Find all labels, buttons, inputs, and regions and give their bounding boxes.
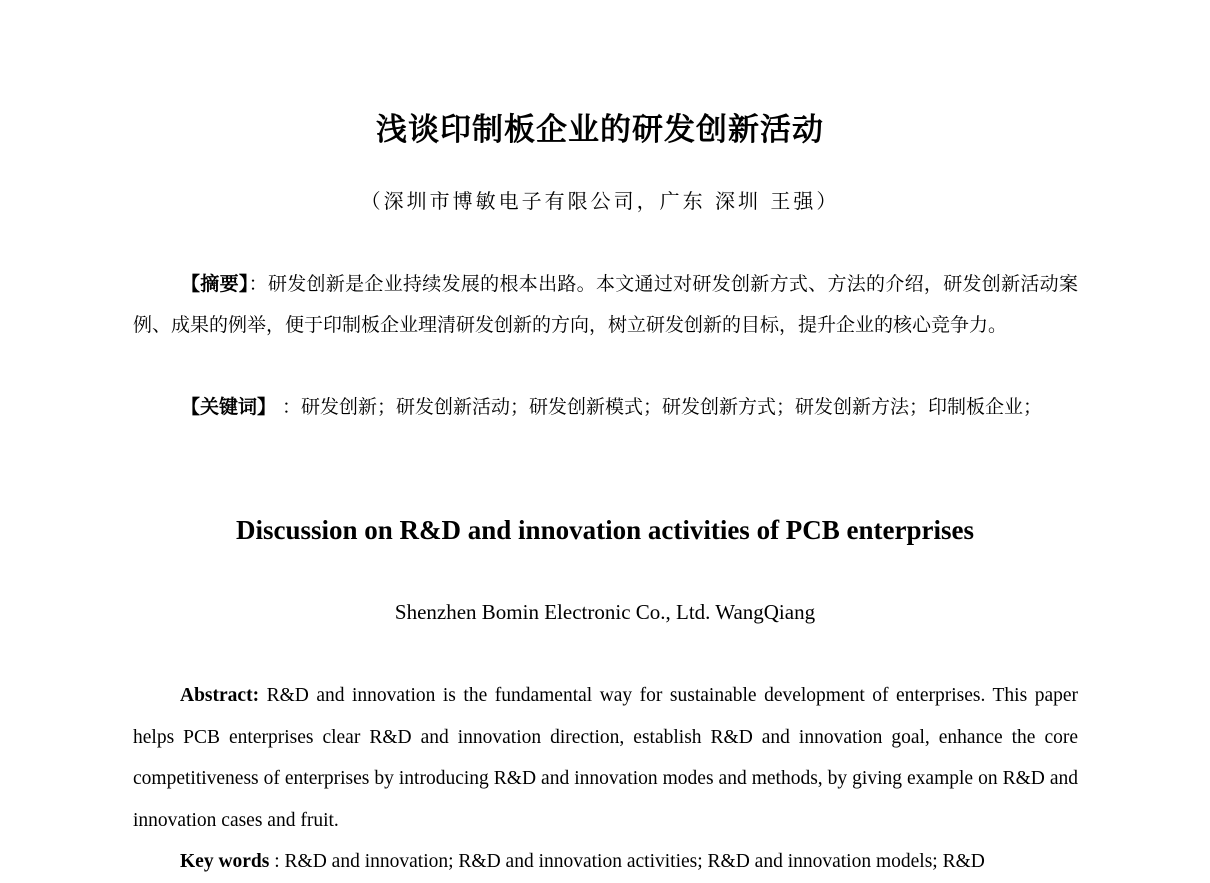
english-abstract bbox=[133, 675, 1078, 841]
english-affiliation: Shenzhen Bomin Electronic Co., Ltd. WangQiang bbox=[394, 600, 816, 624]
english-keywords-label: Key words bbox=[180, 851, 270, 872]
english-abstract-label: Abstract: bbox=[180, 685, 260, 706]
chinese-keywords bbox=[133, 387, 1078, 428]
chinese-title: 浅谈印制板企业的研发创新活动 bbox=[376, 112, 824, 148]
chinese-affiliation: （深圳市博敏电子有限公司，广东 深圳 王强） bbox=[360, 189, 840, 213]
english-keywords-text: : R&D and innovation; R&D and innovation activities; R&D and innovation models; R&D bbox=[269, 851, 985, 872]
chinese-abstract-label: 【摘要】 bbox=[181, 273, 249, 295]
chinese-keywords-label: 【关键词】 bbox=[181, 396, 277, 418]
chinese-abstract-text: ：研发创新是企业持续发展的根本出路。本文通过对研发创新方式、方法的介绍，研发创新活动案例、成果的例举，便于印制板企业理清研发创新的方向，树立研发创新的目标，提升企业的核心竞争力。 bbox=[133, 273, 1078, 336]
chinese-keywords-text: ：研发创新；研发创新活动；研发创新模式；研发创新方式；研发创新方法；印制板企业； bbox=[276, 396, 1043, 418]
english-abstract-text: R&D and innovation is the fundamental way for sustainable development of enterprises. This paper helps PCB enterprises clear R&D and innovation direction, establish R&D and innovation goal, enhance the core competitiveness of enterprises by introducing R&D and innovation modes and methods, by giving example on R&D and innovation cases and fruit. bbox=[133, 685, 1078, 831]
chinese-abstract bbox=[133, 264, 1078, 346]
english-keywords bbox=[133, 841, 1078, 883]
english-title: Discussion on R&D and innovation activities of PCB enterprises bbox=[235, 515, 975, 545]
